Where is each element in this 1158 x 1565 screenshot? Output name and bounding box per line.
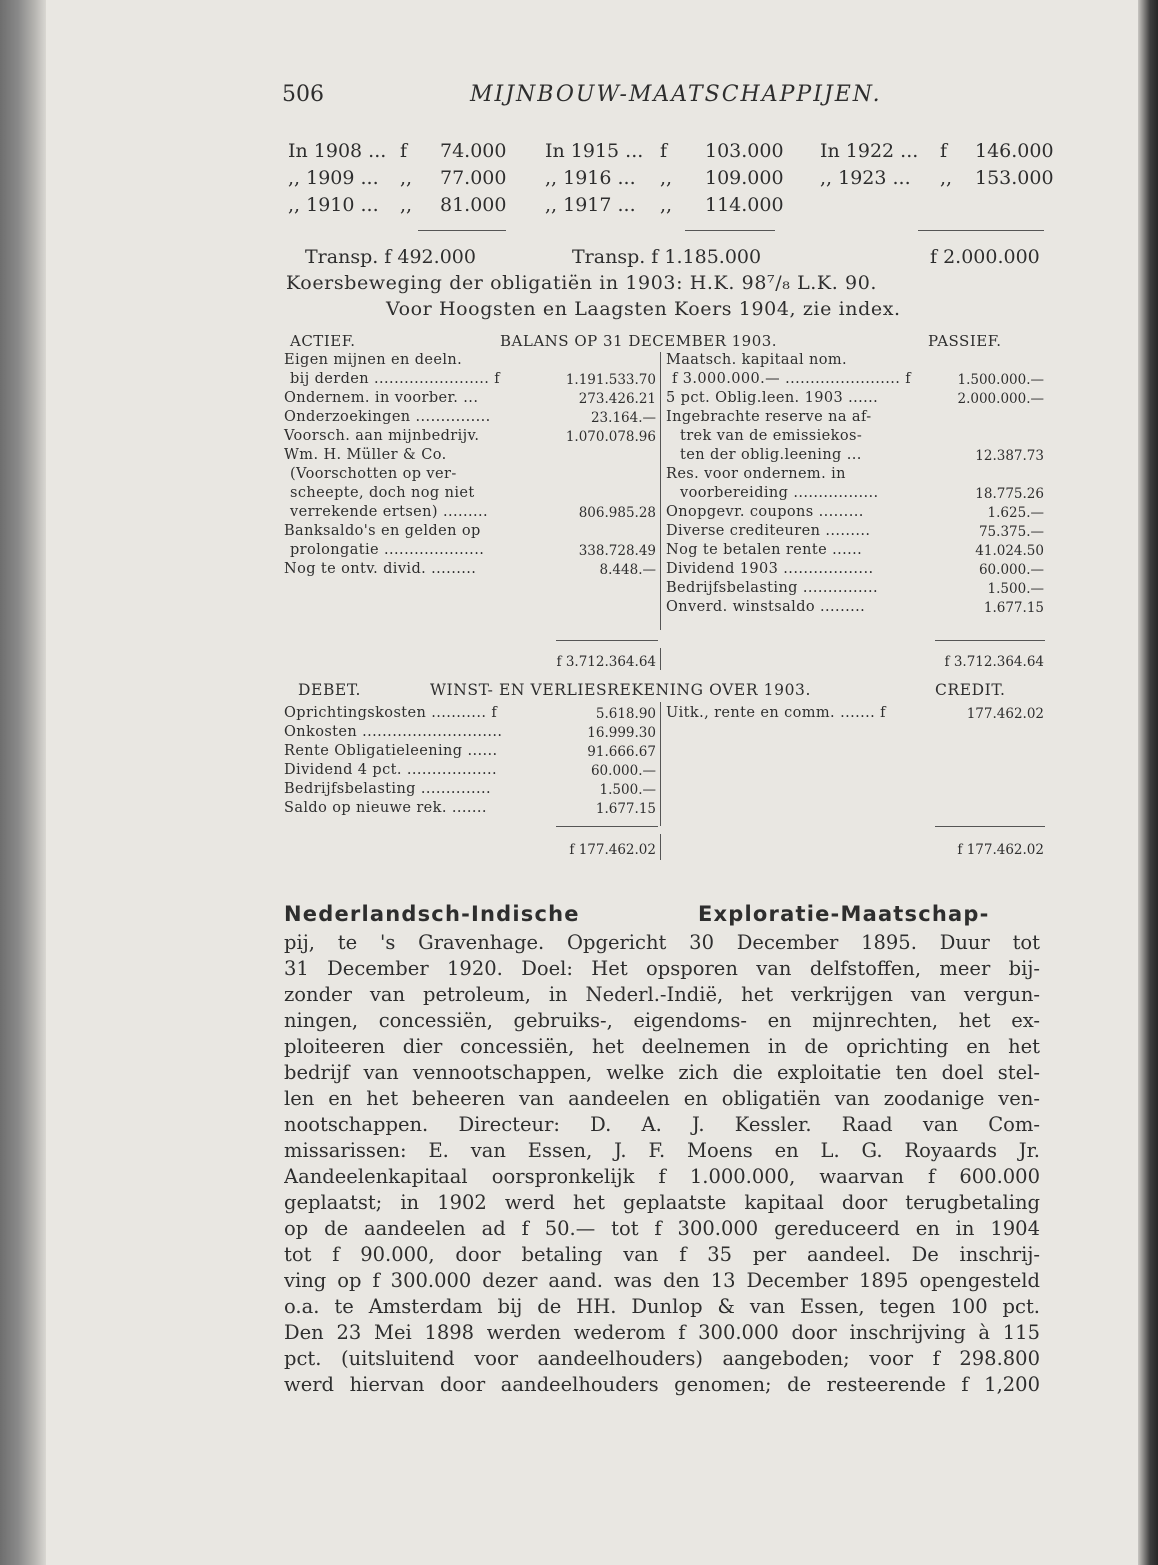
winst-total-left: f 177.462.02 [569,842,656,858]
amount: 2.000.000.— [957,391,1044,407]
amount: 23.164.— [590,410,656,426]
rule-col3 [918,230,1044,231]
total-3: f 2.000.000 [930,246,1040,268]
amount: 1.677.15 [595,801,656,817]
running-title: MIJNBOUW-MAATSCHAPPIJEN. [470,82,882,107]
list-item: ten der oblig.leening ... [680,447,862,463]
amount: 1.191.533.70 [565,372,656,388]
list-item: Bedrijfsbelasting ............... [666,580,879,596]
text-line: o.a. te Amsterdam bij de HH. Dunlop & van Essen, tegen 100 pct. [284,1295,1040,1318]
balans-total-right: f 3.712.364.64 [944,654,1044,670]
text-line: tot f 90.000, door betaling van f 35 per aandeel. De inschrij- [284,1243,1040,1266]
amount: 8.448.— [599,562,656,578]
text-line: bedrijf van vennootschappen, welke zich die exploitatie ten doel stel- [284,1061,1040,1084]
text-line: len en het beheeren van aandeelen en obligatiën van zoodanige ven- [284,1087,1040,1110]
balans-title: BALANS OP 31 DECEMBER 1903. [500,332,778,350]
list-item: f 3.000.000.— ....................... f [672,371,912,387]
list-item: Onverd. winstsaldo ......... [666,599,866,615]
list-item: (Voorschotten op ver- [290,466,457,482]
list-item: Saldo op nieuwe rek. ....... [284,800,487,816]
amount: 338.728.49 [578,543,656,559]
list-item: Dividend 1903 .................. [666,561,874,577]
winst-total-right: f 177.462.02 [957,842,1044,858]
list-item: verrekende ertsen) ......... [290,504,489,520]
amount: 806.985.28 [578,505,656,521]
scan-edge-right [1138,0,1158,1565]
list-item: Eigen mijnen en deeln. [284,352,463,368]
balans-rule-left [556,640,658,641]
text-line: Den 23 Mei 1898 werden wederom f 300.000 door inschrijving à 115 [284,1321,1040,1344]
list-item: bij derden ....................... f [290,371,501,387]
winst-rule-right [935,826,1045,827]
amount: 1.500.— [987,581,1044,597]
text-line: geplaatst; in 1902 werd het geplaatste kapitaal door terugbetaling [284,1191,1040,1214]
list-item: Banksaldo's en gelden op [284,523,481,539]
list-item: Voorsch. aan mijnbedrijv. [284,428,480,444]
amount: 1.625.— [987,505,1044,521]
list-item: Ondernem. in voorber. ... [284,390,479,406]
text-line: nootschappen. Directeur: D. A. J. Kessler. Raad van Com- [284,1113,1040,1136]
amount: 16.999.30 [587,725,656,741]
winst-title: WINST- EN VERLIESREKENING OVER 1903. [430,681,812,699]
amount: 1.677.15 [983,600,1044,616]
text-line: ving op f 300.000 dezer aand. was den 13 December 1895 opengesteld [284,1269,1040,1292]
amount: 177.462.02 [966,706,1044,722]
koers-line: Koersbeweging der obligatiën in 1903: H.K. 98⁷/₈ L.K. 90. [286,272,878,294]
text-line: zonder van petroleum, in Nederl.-Indië, het verkrijgen van vergun- [284,983,1040,1006]
debet-label: DEBET. [298,681,362,699]
list-item: voorbereiding ................. [680,485,879,501]
text-line: missarissen: E. van Essen, J. F. Moens en L. G. Royaards Jr. [284,1139,1040,1162]
list-item: 5 pct. Oblig.leen. 1903 ...... [666,390,879,406]
list-item: Maatsch. kapitaal nom. [666,352,848,368]
text-line: ploiteeren dier concessiën, het deelnemen in de oprichting en het [284,1035,1040,1058]
amount: 18.775.26 [975,486,1044,502]
list-item: Rente Obligatieleening ...... [284,743,498,759]
amount: 5.618.90 [595,706,656,722]
text-line: pct. (uitsluitend voor aandeelhouders) aangeboden; voor f 298.800 [284,1347,1040,1370]
amount: 12.387.73 [975,448,1044,464]
document-page: 506 MIJNBOUW-MAATSCHAPPIJEN. In 1908 ... f 74.000 ,, 1909 ... ,, 77.000 ,, 1910 ... ,, 81.000 In 1915 ... f 103.000 ,, 1916 ... ,, 109.000 ,, 1917 ... ,, 114.000 In 1922 ... f 146.000 ,, 1923 ... ,, 153.000 Transp. f 492.000 Transp. f 1.185.000 f 2.000.000 Koersbeweging der obligatiën in 1903: H.K. 98⁷/₈ L.K. 90. Voor Hoogsten en Laagsten Koers 1904, zie index. ACTIEF. BALANS OP 31 DECEMBER 1903. PASSIEF. Eigen mijnen en deeln. bij derden ....................... f 1.191.533.70 Ondernem. in voorber. ... 273.426.21 Onderzoekingen ............... 23.164.— Voorsch. aan mijnbedrijv. 1.070.078.96 Wm. H. Müller & Co. (Voorschotten op ver- scheepte, doch nog niet verrekende ertsen) ......... 806.985.28 Banksaldo's en gelden op prolongatie .................... 338.728.49 Nog te ontv. divid. ......... 8.448.— Maatsch. kapitaal nom. f 3.000.000.— ....................... f 1.500.000.— 5 pct. Oblig.leen. 1903 ...... 2.000.000.— Ingebrachte reserve na af- trek van de emissiekos- ten der oblig.leening ... 12.387.73 Res. voor ondernem. in voorbereiding ................. 18.775.26 Onopgevr. coupons ......... 1.625.— Diverse crediteuren ......... 75.375.— Nog te betalen rente ...... 41.024.50 Dividend 1903 .................. 60.000.— Bedrijfsbelasting ............... 1.500.— Onverd. winstsaldo ......... 1.677.15 f 3.712.364.64 f 3.712.364.64 DEBET. WINST- EN VERLIESREKENING OVER 1903. CREDIT. Oprichtingskosten ........... f 5.618.90 Onkosten ............................ 16.999.30 Rente Obligatieleening ...... 91.666.67 Dividend 4 pct. .................. 60.000.— Bedrijfsbelasting .............. 1.500.— Saldo op nieuwe rek. ....... 1.677.15 Uitk., rente en comm. ....... f 177.462.02 f 177.462.02 f 177.462.02 Nederlandsch-Indische Exploratie-Maatschap- pij, te 's Gravenhage. Opgericht 30 December 1895. Duur tot 31 December 1920. Doel: Het opsporen van delfstoffen, meer bij- zonder van petroleum, in Nederl.-Indië, het verkrijgen van vergun- ningen, concessiën, gebruiks-, eigendoms- en mijnrechten, het ex- ploiteeren dier concessiën, het deelnemen in de oprichting en het bedrijf van vennootschappen, welke zich die exploitatie ten doel stel- len en het beheeren van aandeelen en obligatiën van zoodanige ven- nootschappen. Directeur: D. A. J. Kessler. Raad van Com- missarissen: E. van Essen, J. F. Moens en L. G. Royaards Jr. Aandeelenkapitaal oorspronkelijk f 1.000.000, waarvan f 600.000 geplaatst; in 1902 werd het geplaatste kapitaal door terugbetaling op de aandeelen ad f 50.— tot f 300.000 gereduceerd en in 1904 tot f 90.000, door betaling van f 35 per aandeel. De inschrij- ving op f 300.000 dezer aand. was den 13 December 1895 opengesteld o.a. te Amsterdam bij de HH. Dunlop & van Essen, tegen 100 pct. Den 23 Mei 1898 werden wederom f 300.000 door inschrijving à 115 pct. (uitsluitend voor aandeelhouders) aangeboden; voor f 298.800 werd hiervan door aandeelhouders genomen; de resteerende f 1,200 [282,82,1054,1396]
list-item: scheepte, doch nog niet [290,485,475,501]
list-item: Oprichtingskosten ........... f [284,705,498,721]
list-item: Dividend 4 pct. .................. [284,762,498,778]
company-title-b: Exploratie-Maatschap- [698,902,990,926]
actief-label: ACTIEF. [290,332,356,350]
list-item: Uitk., rente en comm. ....... f [666,705,886,721]
credit-label: CREDIT. [935,681,1006,699]
amount: 60.000.— [590,763,656,779]
balans-rule-right [935,640,1045,641]
rule-col1 [418,230,506,231]
list-item: Onkosten ............................ [284,724,503,740]
company-title-a: Nederlandsch-Indische [284,902,580,926]
text-line: 31 December 1920. Doel: Het opsporen van delfstoffen, meer bij- [284,957,1040,980]
balans-divider [660,352,661,630]
list-item: Nog te ontv. divid. ......... [284,561,477,577]
amount: 60.000.— [978,562,1044,578]
amount: 1.070.078.96 [565,429,656,445]
list-item: Ingebrachte reserve na af- [666,409,872,425]
list-item: prolongatie .................... [290,542,485,558]
list-item: Nog te betalen rente ...... [666,542,863,558]
list-item: Onderzoekingen ............... [284,409,491,425]
amount: 91.666.67 [587,744,656,760]
text-line: Aandeelenkapitaal oorspronkelijk f 1.000.000, waarvan f 600.000 [284,1165,1040,1188]
list-item: Res. voor ondernem. in [666,466,846,482]
amount: 1.500.000.— [957,372,1044,388]
page-number: 506 [282,82,324,107]
amount: 1.500.— [599,782,656,798]
list-item: Wm. H. Müller & Co. [284,447,447,463]
winst-total-divider [660,834,661,860]
list-item: Onopgevr. coupons ......... [666,504,864,520]
winst-divider [660,702,661,826]
text-line: ningen, concessiën, gebruiks-, eigendoms- en mijnrechten, het ex- [284,1009,1040,1032]
amount: 41.024.50 [975,543,1044,559]
text-line: op de aandeelen ad f 50.— tot f 300.000 gereduceerd en in 1904 [284,1217,1040,1240]
transport-1: Transp. f 492.000 [305,246,476,268]
rule-col2 [685,230,775,231]
winst-rule-left [556,826,658,827]
koers-index-line: Voor Hoogsten en Laagsten Koers 1904, zie index. [386,298,901,320]
list-item: trek van de emissiekos- [680,428,863,444]
passief-label: PASSIEF. [928,332,1002,350]
text-line: werd hiervan door aandeelhouders genomen; de resteerende f 1,200 [284,1373,1040,1396]
balans-total-divider [660,648,661,670]
amount: 273.426.21 [578,391,656,407]
transport-2: Transp. f 1.185.000 [572,246,762,268]
balans-total-left: f 3.712.364.64 [556,654,656,670]
list-item: Bedrijfsbelasting .............. [284,781,491,797]
amount: 75.375.— [978,524,1044,540]
text-line: pij, te 's Gravenhage. Opgericht 30 December 1895. Duur tot [284,931,1040,954]
list-item: Diverse crediteuren ......... [666,523,871,539]
company-description [284,930,1040,1398]
